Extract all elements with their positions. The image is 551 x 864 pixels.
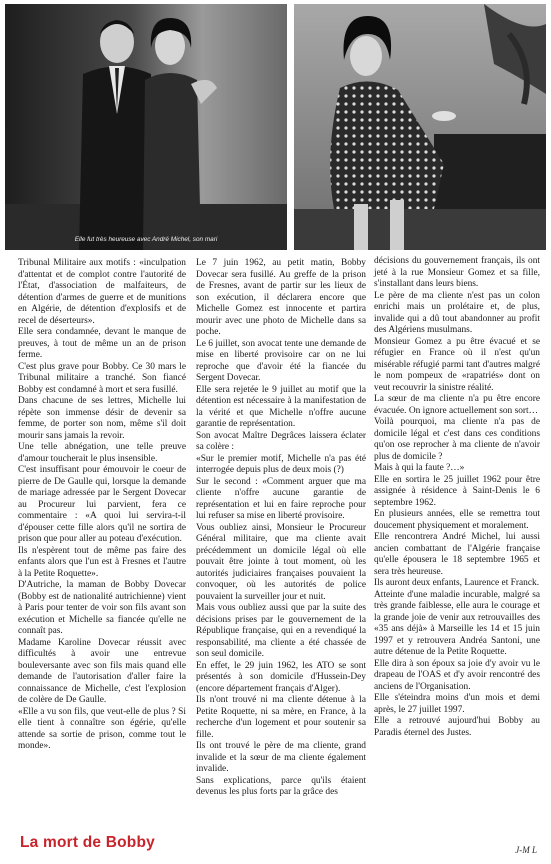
paragraph: Le 6 juillet, son avocat tente une demande de mise en liberté provisoire car on ne lui reproche que d'avoir été la fiancée du Sergent Dovecar.	[196, 338, 366, 383]
article-column-1	[18, 258, 186, 753]
paragraph: Le père de ma cliente n'est pas un colon enrichi mais un prolétaire et, de plus, invalide qui a dû tout abandonner au profit des Algériens musulmans.	[374, 290, 540, 335]
paragraph: Elle rencontrera André Michel, lui aussi ancien combattant de l'Algérie française qu'elle épousera le 18 septembre 1965 et sera très heureuse.	[374, 532, 540, 577]
photo-woman-seated-image	[294, 4, 546, 250]
photo-couple	[5, 4, 287, 250]
paragraph: Elle a retrouvé aujourd'hui Bobby au Paradis éternel des Justes.	[374, 716, 540, 738]
paragraph: En effet, le 29 juin 1962, les ATO se sont présentés à son domicile d'Hussein-Dey (encore département français d'Alger).	[196, 660, 366, 694]
article-title: La mort de Bobby	[20, 834, 155, 851]
paragraph: décisions du gouvernement français, ils ont jeté à la rue Monsieur Gomez et sa fille, s'installant dans leurs biens.	[374, 256, 540, 289]
paragraph: Elle sera rejetée le 9 juillet au motif que la détention est nécessaire à la manifestation de la vérité et que Michelle n'offre aucune garantie de représentation.	[196, 384, 366, 429]
paragraph: Ils n'espèrent tout de même pas faire des enfants alors que l'un est à Fresnes et l'autre à la Petite Roquette».	[18, 545, 186, 579]
paragraph: «Elle a vu son fils, que veut-elle de plus ? Si elle tient à connaître son égérie, qu'elle attende sa sortie de prison, comme tout le monde».	[18, 706, 186, 751]
paragraph: Voilà pourquoi, ma cliente n'a pas de domicile légal et c'est dans ces conditions qu'on ose reprocher à ma cliente de n'avoir plus de domicile ?	[374, 417, 540, 462]
author-signature: J-M L	[515, 845, 537, 855]
paragraph: Sans explications, parce qu'ils étaient devenus les plus forts par la grâce des	[196, 775, 366, 797]
paragraph: Elle en sortira le 25 juillet 1962 pour être assignée à résidence à Saint-Denis le 6 septembre 1962.	[374, 474, 540, 508]
paragraph: D'Autriche, la maman de Bobby Dovecar (Bobby est de nationalité autrichienne) vient à Paris pour tenter de voir son fils avant son exécution et Michelle sa fiancée qu'elle ne connaît pas.	[18, 580, 186, 636]
paragraph: Vous oubliez ainsi, Monsieur le Procureur Général militaire, que ma cliente avait précédemment un domicile légal où elle pouvait être jointe à tout moment, où les autorités judiciaires françaises pouvaient la convoquer, où les autorités de police pouvaient la surveiller jour et nuit.	[196, 522, 366, 602]
paragraph: Tribunal Militaire aux motifs : «inculpation d'attentat et de complot contre l'autorité de l'État, d'association de malfaiteurs, de détention d'armes de guerre et de munitions en Algérie, de détention d'explosifs et de recel de déserteurs».	[18, 258, 186, 326]
paragraph: Elle dira à son époux sa joie d'y avoir vu le drapeau de l'OAS et d'y avoir rencontré des anciens de l'Organisation.	[374, 658, 540, 692]
paragraph: Madame Karoline Dovecar réussit avec difficultés à avoir une entrevue bouleversante avec son fils mais quand elle demande de l'autorisation d'aller faire la connaissance de Michelle, c'est l'explosion de colère de De Gaulle.	[18, 637, 186, 705]
paragraph: Mais à qui la faute ?…»	[374, 463, 465, 473]
paragraph: Sur le second : «Comment arguer que ma cliente n'offre aucune garantie de représentation et lui en faire reproche pour lui refuser sa mise en liberté provisoire.	[196, 476, 366, 521]
paragraph: Ils ont trouvé le père de ma cliente, grand invalide et la sœur de ma cliente également invalide.	[196, 741, 366, 774]
paragraph: Ils auront deux enfants, Laurence et Franck.	[374, 578, 540, 588]
photo-couple-caption: Elle fut très heureuse avec André Michel, son mari	[74, 236, 218, 243]
paragraph: En plusieurs années, elle se remettra tout doucement physiquement et moralement.	[374, 509, 540, 531]
paragraph: Elle s'éteindra moins d'un mois et demi après, le 27 juillet 1997.	[374, 693, 540, 715]
photo-couple-image	[5, 4, 287, 250]
paragraph: Ils n'ont trouvé ni ma cliente détenue à la Petite Roquette, ni sa mère, en France, à la recherche d'un logement et pour soutenir sa fille.	[196, 695, 366, 740]
article-column-2	[196, 258, 366, 799]
paragraph: Elle sera condamnée, devant le manque de preuves, à tout de même un an de prison ferme.	[18, 327, 186, 360]
paragraph: La sœur de ma cliente n'a pu être encore évacuée. On ignore actuellement son sort…	[374, 394, 540, 416]
paragraph: «Sur le premier motif, Michelle n'a pas été interrogée depuis plus de deux mois (?)	[196, 453, 366, 475]
paragraph: Atteinte d'une maladie incurable, malgré sa très grande faiblesse, elle aura le courage et la grande joie de venir aux retrouvailles des «35 ans déjà» à Marseille les 14 et 15 juin 1997 et y retrouvera Andréa Santoni, une autre détenue de la Petite Roquette.	[374, 589, 540, 657]
paragraph: Le 7 juin 1962, au petit matin, Bobby Dovecar sera fusillé. Au greffe de la prison de Fresnes, avant de partir sur les lieux de son exécution, il déclarera encore que Michelle Gomez est innocente et partira mourir avec une photo de Michelle dans sa poche.	[196, 258, 366, 337]
paragraph: Dans chacune de ses lettres, Michelle lui répète son immense désir de devenir sa femme, de porter son nom, même s'il doit mourir sans jamais la revoir.	[18, 396, 186, 441]
paragraph: Monsieur Gomez a pu être évacué et se réfugier en France où il n'est qu'un misérable réfugié parmi tant d'autres malgré le nom pompeux de «rapatriés» dont on veut recouvrir la sinistre réalité.	[374, 336, 540, 393]
photo-woman-seated	[294, 4, 546, 250]
paragraph: Son avocat Maître Degrâces laissera éclater sa colère :	[196, 430, 366, 452]
paragraph: C'est plus grave pour Bobby. Ce 30 mars le Tribunal militaire a tranché. Son fiancé Bobby est condamné à mort et sera fusillé.	[18, 361, 186, 395]
paragraph: C'est insuffisant pour émouvoir le coeur de pierre de De Gaulle qui, lorsque la demande de mariage adressée par le Sergent Dovecar au Procureur lui parvient, fera ce commentaire : «A quoi lui servira-t-il d'épouser cette fille alors qu'il ne sortira de prison que pour aller au poteau d'exécution.	[18, 465, 186, 544]
paragraph: Une telle abnégation, une telle preuve d'amour toucherait le plus insensible.	[18, 442, 186, 464]
paragraph: Mais vous oubliez aussi que par la suite des décisions prises par le gouvernement de la République française, qui en a revendiqué la responsabilité, ma cliente a été chassée de son seul domicile.	[196, 603, 366, 659]
article-column-3	[374, 256, 540, 739]
